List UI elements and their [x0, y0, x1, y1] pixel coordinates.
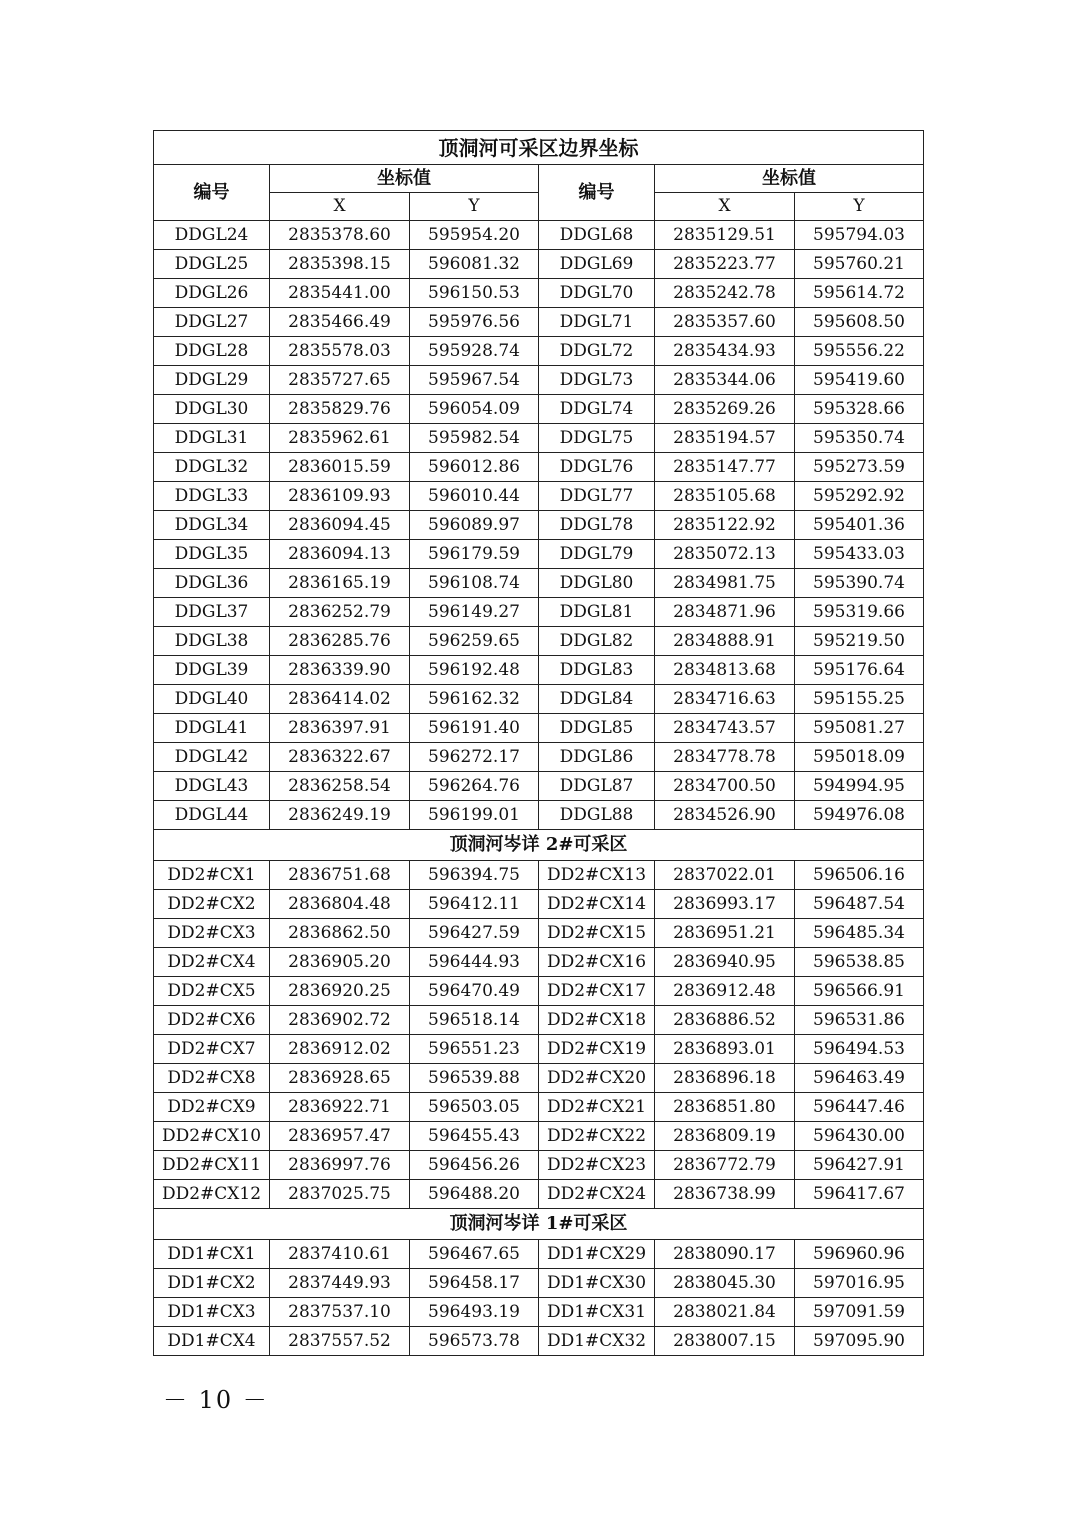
table-cell: 596538.85: [795, 948, 924, 977]
table-cell: 597091.59: [795, 1298, 924, 1327]
table-row: [154, 453, 924, 482]
table-cell: DDGL79: [539, 540, 655, 569]
table-row: [154, 250, 924, 279]
table-row: [154, 890, 924, 919]
table-cell: DD2#CX20: [539, 1064, 655, 1093]
table-cell: 2834700.50: [655, 772, 795, 801]
table-cell: 595176.64: [795, 656, 924, 685]
table-cell: 596518.14: [410, 1006, 539, 1035]
table-cell: 595954.20: [410, 221, 539, 250]
table-row: [154, 511, 924, 540]
table-cell: DDGL81: [539, 598, 655, 627]
table-cell: 596010.44: [410, 482, 539, 511]
table-cell: 2836997.76: [270, 1151, 410, 1180]
table-cell: 2836738.99: [655, 1180, 795, 1209]
table-cell: 596470.49: [410, 977, 539, 1006]
table-cell: 596467.65: [410, 1240, 539, 1269]
table-cell: 2836809.19: [655, 1122, 795, 1151]
table-cell: DDGL36: [154, 569, 270, 598]
table-cell: DD2#CX12: [154, 1180, 270, 1209]
table-cell: 596539.88: [410, 1064, 539, 1093]
table-row: [154, 598, 924, 627]
table-cell: 2836951.21: [655, 919, 795, 948]
table-cell: 596487.54: [795, 890, 924, 919]
table-cell: DDGL78: [539, 511, 655, 540]
table-cell: 596264.76: [410, 772, 539, 801]
table-cell: 2836339.90: [270, 656, 410, 685]
table-cell: 2835105.68: [655, 482, 795, 511]
table-cell: 596108.74: [410, 569, 539, 598]
table-cell: 596412.11: [410, 890, 539, 919]
table-cell: DDGL86: [539, 743, 655, 772]
table-cell: 2835223.77: [655, 250, 795, 279]
table-cell: 596199.01: [410, 801, 539, 830]
table-cell: DDGL39: [154, 656, 270, 685]
table-cell: 596081.32: [410, 250, 539, 279]
table-row: [154, 1180, 924, 1209]
table-cell: DDGL44: [154, 801, 270, 830]
table-cell: DD2#CX24: [539, 1180, 655, 1209]
table-row: [154, 366, 924, 395]
table-cell: DD1#CX1: [154, 1240, 270, 1269]
table-row: [154, 1240, 924, 1269]
table-cell: 595390.74: [795, 569, 924, 598]
table-cell: 596012.86: [410, 453, 539, 482]
table-cell: 2836928.65: [270, 1064, 410, 1093]
table-cell: 595350.74: [795, 424, 924, 453]
table-cell: 596192.48: [410, 656, 539, 685]
table-row: [154, 1122, 924, 1151]
table-cell: 595018.09: [795, 743, 924, 772]
table-row: [154, 1006, 924, 1035]
table-cell: 595967.54: [410, 366, 539, 395]
table-cell: 2834871.96: [655, 598, 795, 627]
table-cell: DDGL26: [154, 279, 270, 308]
table-cell: 595614.72: [795, 279, 924, 308]
table-cell: 2836772.79: [655, 1151, 795, 1180]
table-cell: 2838090.17: [655, 1240, 795, 1269]
table-cell: 2836397.91: [270, 714, 410, 743]
table-cell: 2836094.45: [270, 511, 410, 540]
table-cell: 2837557.52: [270, 1327, 410, 1356]
table-cell: 595419.60: [795, 366, 924, 395]
table-cell: DDGL73: [539, 366, 655, 395]
table-cell: 2836285.76: [270, 627, 410, 656]
table-cell: 596463.49: [795, 1064, 924, 1093]
table-cell: 2837449.93: [270, 1269, 410, 1298]
table-cell: 596191.40: [410, 714, 539, 743]
table-cell: 595760.21: [795, 250, 924, 279]
table-cell: 596488.20: [410, 1180, 539, 1209]
table-cell: 596960.96: [795, 1240, 924, 1269]
table-cell: 595155.25: [795, 685, 924, 714]
table-cell: 2836862.50: [270, 919, 410, 948]
table-cell: DD2#CX15: [539, 919, 655, 948]
table-cell: DDGL38: [154, 627, 270, 656]
table-cell: DDGL31: [154, 424, 270, 453]
table-cell: 595081.27: [795, 714, 924, 743]
table-row: [154, 395, 924, 424]
table-cell: 2836905.20: [270, 948, 410, 977]
table-cell: 2835434.93: [655, 337, 795, 366]
table-row: [154, 1035, 924, 1064]
table-row: [154, 1298, 924, 1327]
table-cell: 594976.08: [795, 801, 924, 830]
table-cell: 595273.59: [795, 453, 924, 482]
table-cell: DDGL43: [154, 772, 270, 801]
table-cell: 2836249.19: [270, 801, 410, 830]
table-cell: 595608.50: [795, 308, 924, 337]
id-header-right: 编号: [539, 165, 655, 221]
table-cell: DD1#CX31: [539, 1298, 655, 1327]
table-cell: 2835441.00: [270, 279, 410, 308]
page-number: － 10 －: [163, 1386, 269, 1414]
table-cell: DDGL80: [539, 569, 655, 598]
table-cell: 2836922.71: [270, 1093, 410, 1122]
table-cell: 595219.50: [795, 627, 924, 656]
table-cell: 595401.36: [795, 511, 924, 540]
table-cell: DDGL35: [154, 540, 270, 569]
table-cell: DDGL74: [539, 395, 655, 424]
table-cell: 2838021.84: [655, 1298, 795, 1327]
table-cell: 2834778.78: [655, 743, 795, 772]
table-cell: DD2#CX2: [154, 890, 270, 919]
table-row: [154, 685, 924, 714]
table-row: [154, 861, 924, 890]
table-cell: 2835727.65: [270, 366, 410, 395]
table-cell: 2836912.48: [655, 977, 795, 1006]
table-cell: 2834813.68: [655, 656, 795, 685]
table-cell: 2838007.15: [655, 1327, 795, 1356]
table-cell: DD2#CX22: [539, 1122, 655, 1151]
table-cell: DD2#CX5: [154, 977, 270, 1006]
table-cell: DDGL32: [154, 453, 270, 482]
table-row: [154, 1151, 924, 1180]
table-row: [154, 221, 924, 250]
table-cell: DD2#CX6: [154, 1006, 270, 1035]
table-cell: DDGL29: [154, 366, 270, 395]
table-cell: 596427.91: [795, 1151, 924, 1180]
coord-header-left: 坐标值: [270, 165, 539, 193]
id-header-left: 编号: [154, 165, 270, 221]
table-cell: 2836886.52: [655, 1006, 795, 1035]
table-cell: DD2#CX16: [539, 948, 655, 977]
table-cell: 2835269.26: [655, 395, 795, 424]
table-row: [154, 540, 924, 569]
table-cell: 2836258.54: [270, 772, 410, 801]
table-title: 顶洞河可采区边界坐标: [154, 131, 924, 165]
table-cell: 2836902.72: [270, 1006, 410, 1035]
table-cell: 595928.74: [410, 337, 539, 366]
table-cell: DDGL28: [154, 337, 270, 366]
table-cell: 2836957.47: [270, 1122, 410, 1151]
table-cell: 595292.92: [795, 482, 924, 511]
table-row: [154, 1269, 924, 1298]
table-cell: 2835357.60: [655, 308, 795, 337]
table-cell: DD2#CX14: [539, 890, 655, 919]
table-cell: DD2#CX13: [539, 861, 655, 890]
table-cell: 2835194.57: [655, 424, 795, 453]
table-cell: 2838045.30: [655, 1269, 795, 1298]
table-cell: 2836252.79: [270, 598, 410, 627]
y-header-left: Y: [410, 193, 539, 221]
table-cell: DDGL24: [154, 221, 270, 250]
table-cell: DD1#CX29: [539, 1240, 655, 1269]
table-cell: 2837410.61: [270, 1240, 410, 1269]
section-title-2: 顶洞河岑详 2#可采区: [154, 830, 924, 861]
table-row: [154, 919, 924, 948]
table-row: [154, 714, 924, 743]
table-cell: 596506.16: [795, 861, 924, 890]
table-cell: 2835344.06: [655, 366, 795, 395]
table-cell: 2834716.63: [655, 685, 795, 714]
table-cell: 2834888.91: [655, 627, 795, 656]
table-cell: DDGL40: [154, 685, 270, 714]
table-cell: 595433.03: [795, 540, 924, 569]
table-cell: DDGL37: [154, 598, 270, 627]
table-cell: 2835242.78: [655, 279, 795, 308]
table-row: [154, 801, 924, 830]
table-cell: DD2#CX21: [539, 1093, 655, 1122]
table-cell: 594994.95: [795, 772, 924, 801]
table-cell: 2834981.75: [655, 569, 795, 598]
table-cell: DD2#CX18: [539, 1006, 655, 1035]
table-row: [154, 948, 924, 977]
table-cell: 2837025.75: [270, 1180, 410, 1209]
table-cell: DDGL68: [539, 221, 655, 250]
table-cell: DD2#CX1: [154, 861, 270, 890]
table-row: [154, 743, 924, 772]
table-cell: DDGL71: [539, 308, 655, 337]
table-row: [154, 1064, 924, 1093]
table-cell: DDGL69: [539, 250, 655, 279]
table-cell: DDGL42: [154, 743, 270, 772]
table-cell: 597095.90: [795, 1327, 924, 1356]
table-cell: 2836912.02: [270, 1035, 410, 1064]
table-cell: DD1#CX4: [154, 1327, 270, 1356]
table-cell: DD2#CX11: [154, 1151, 270, 1180]
table-cell: DDGL33: [154, 482, 270, 511]
table-cell: DD2#CX4: [154, 948, 270, 977]
table-cell: 596150.53: [410, 279, 539, 308]
table-cell: DDGL27: [154, 308, 270, 337]
section-title-1: 顶洞河岑详 1#可采区: [154, 1209, 924, 1240]
table-cell: 2835147.77: [655, 453, 795, 482]
table-cell: DDGL41: [154, 714, 270, 743]
table-cell: 2836993.17: [655, 890, 795, 919]
boundary-coordinates-table: [153, 130, 924, 1356]
table-row: [154, 1327, 924, 1356]
table-cell: 596272.17: [410, 743, 539, 772]
table-cell: 596417.67: [795, 1180, 924, 1209]
table-cell: DDGL84: [539, 685, 655, 714]
x-header-right: X: [655, 193, 795, 221]
table-cell: 2837537.10: [270, 1298, 410, 1327]
table-cell: 2836109.93: [270, 482, 410, 511]
table-cell: DD2#CX3: [154, 919, 270, 948]
table-cell: DDGL85: [539, 714, 655, 743]
table-row: [154, 569, 924, 598]
table-cell: 2834743.57: [655, 714, 795, 743]
table-cell: DDGL82: [539, 627, 655, 656]
table-cell: 2836893.01: [655, 1035, 795, 1064]
table-row: [154, 656, 924, 685]
table-cell: 596455.43: [410, 1122, 539, 1151]
table-cell: 2836851.80: [655, 1093, 795, 1122]
table-cell: 596259.65: [410, 627, 539, 656]
table-cell: 596566.91: [795, 977, 924, 1006]
table-row: [154, 308, 924, 337]
table-cell: 596456.26: [410, 1151, 539, 1180]
table-cell: 596485.34: [795, 919, 924, 948]
table-cell: DDGL77: [539, 482, 655, 511]
table-cell: DD1#CX2: [154, 1269, 270, 1298]
table-row: [154, 977, 924, 1006]
table-row: [154, 1093, 924, 1122]
table-cell: 595794.03: [795, 221, 924, 250]
table-row: [154, 337, 924, 366]
table-cell: 2836414.02: [270, 685, 410, 714]
table-cell: 2836322.67: [270, 743, 410, 772]
table-cell: 2835129.51: [655, 221, 795, 250]
table-cell: 596493.19: [410, 1298, 539, 1327]
table-cell: 2836751.68: [270, 861, 410, 890]
table-cell: 2837022.01: [655, 861, 795, 890]
table-cell: 2836804.48: [270, 890, 410, 919]
table-cell: DD2#CX8: [154, 1064, 270, 1093]
table-row: [154, 482, 924, 511]
table-cell: 596531.86: [795, 1006, 924, 1035]
table-cell: DD1#CX32: [539, 1327, 655, 1356]
table-cell: DD2#CX9: [154, 1093, 270, 1122]
table-cell: DDGL88: [539, 801, 655, 830]
table-cell: 595976.56: [410, 308, 539, 337]
table-cell: 2835962.61: [270, 424, 410, 453]
table-cell: DD2#CX23: [539, 1151, 655, 1180]
table-cell: DD2#CX19: [539, 1035, 655, 1064]
table-cell: 2836165.19: [270, 569, 410, 598]
table-cell: 2836896.18: [655, 1064, 795, 1093]
table-cell: DDGL83: [539, 656, 655, 685]
table-cell: 2835398.15: [270, 250, 410, 279]
table-cell: 2835378.60: [270, 221, 410, 250]
table-cell: DDGL75: [539, 424, 655, 453]
table-cell: DD1#CX3: [154, 1298, 270, 1327]
table-cell: DDGL34: [154, 511, 270, 540]
table-cell: 596573.78: [410, 1327, 539, 1356]
table-cell: 596494.53: [795, 1035, 924, 1064]
table-cell: DDGL25: [154, 250, 270, 279]
table-cell: 596503.05: [410, 1093, 539, 1122]
table-cell: 597016.95: [795, 1269, 924, 1298]
table-row: [154, 424, 924, 453]
table-cell: 2835122.92: [655, 511, 795, 540]
table-cell: 596458.17: [410, 1269, 539, 1298]
table-cell: DDGL76: [539, 453, 655, 482]
table-cell: 596394.75: [410, 861, 539, 890]
x-header-left: X: [270, 193, 410, 221]
table-cell: DD2#CX7: [154, 1035, 270, 1064]
table-cell: DD1#CX30: [539, 1269, 655, 1298]
table-cell: 595556.22: [795, 337, 924, 366]
table-cell: 2836015.59: [270, 453, 410, 482]
table-cell: 595328.66: [795, 395, 924, 424]
table-cell: 595982.54: [410, 424, 539, 453]
table-row: [154, 627, 924, 656]
table-row: [154, 279, 924, 308]
table-cell: 596447.46: [795, 1093, 924, 1122]
table-cell: 596054.09: [410, 395, 539, 424]
table-cell: 2836094.13: [270, 540, 410, 569]
table-cell: 596162.32: [410, 685, 539, 714]
table-cell: 596551.23: [410, 1035, 539, 1064]
table-cell: 596179.59: [410, 540, 539, 569]
table-cell: 2835466.49: [270, 308, 410, 337]
table-cell: DDGL72: [539, 337, 655, 366]
table-cell: 2836920.25: [270, 977, 410, 1006]
coord-header-right: 坐标值: [655, 165, 924, 193]
table-cell: 596427.59: [410, 919, 539, 948]
table-row: [154, 772, 924, 801]
table-cell: DDGL70: [539, 279, 655, 308]
table-cell: 596430.00: [795, 1122, 924, 1151]
table-cell: 2835829.76: [270, 395, 410, 424]
table-cell: DDGL30: [154, 395, 270, 424]
table-cell: 596089.97: [410, 511, 539, 540]
table-cell: 2834526.90: [655, 801, 795, 830]
table-cell: DDGL87: [539, 772, 655, 801]
y-header-right: Y: [795, 193, 924, 221]
table-cell: 596149.27: [410, 598, 539, 627]
table-cell: 2835578.03: [270, 337, 410, 366]
table-cell: 2835072.13: [655, 540, 795, 569]
table-cell: 2836940.95: [655, 948, 795, 977]
table-cell: DD2#CX10: [154, 1122, 270, 1151]
table-cell: DD2#CX17: [539, 977, 655, 1006]
table-cell: 595319.66: [795, 598, 924, 627]
table-cell: 596444.93: [410, 948, 539, 977]
